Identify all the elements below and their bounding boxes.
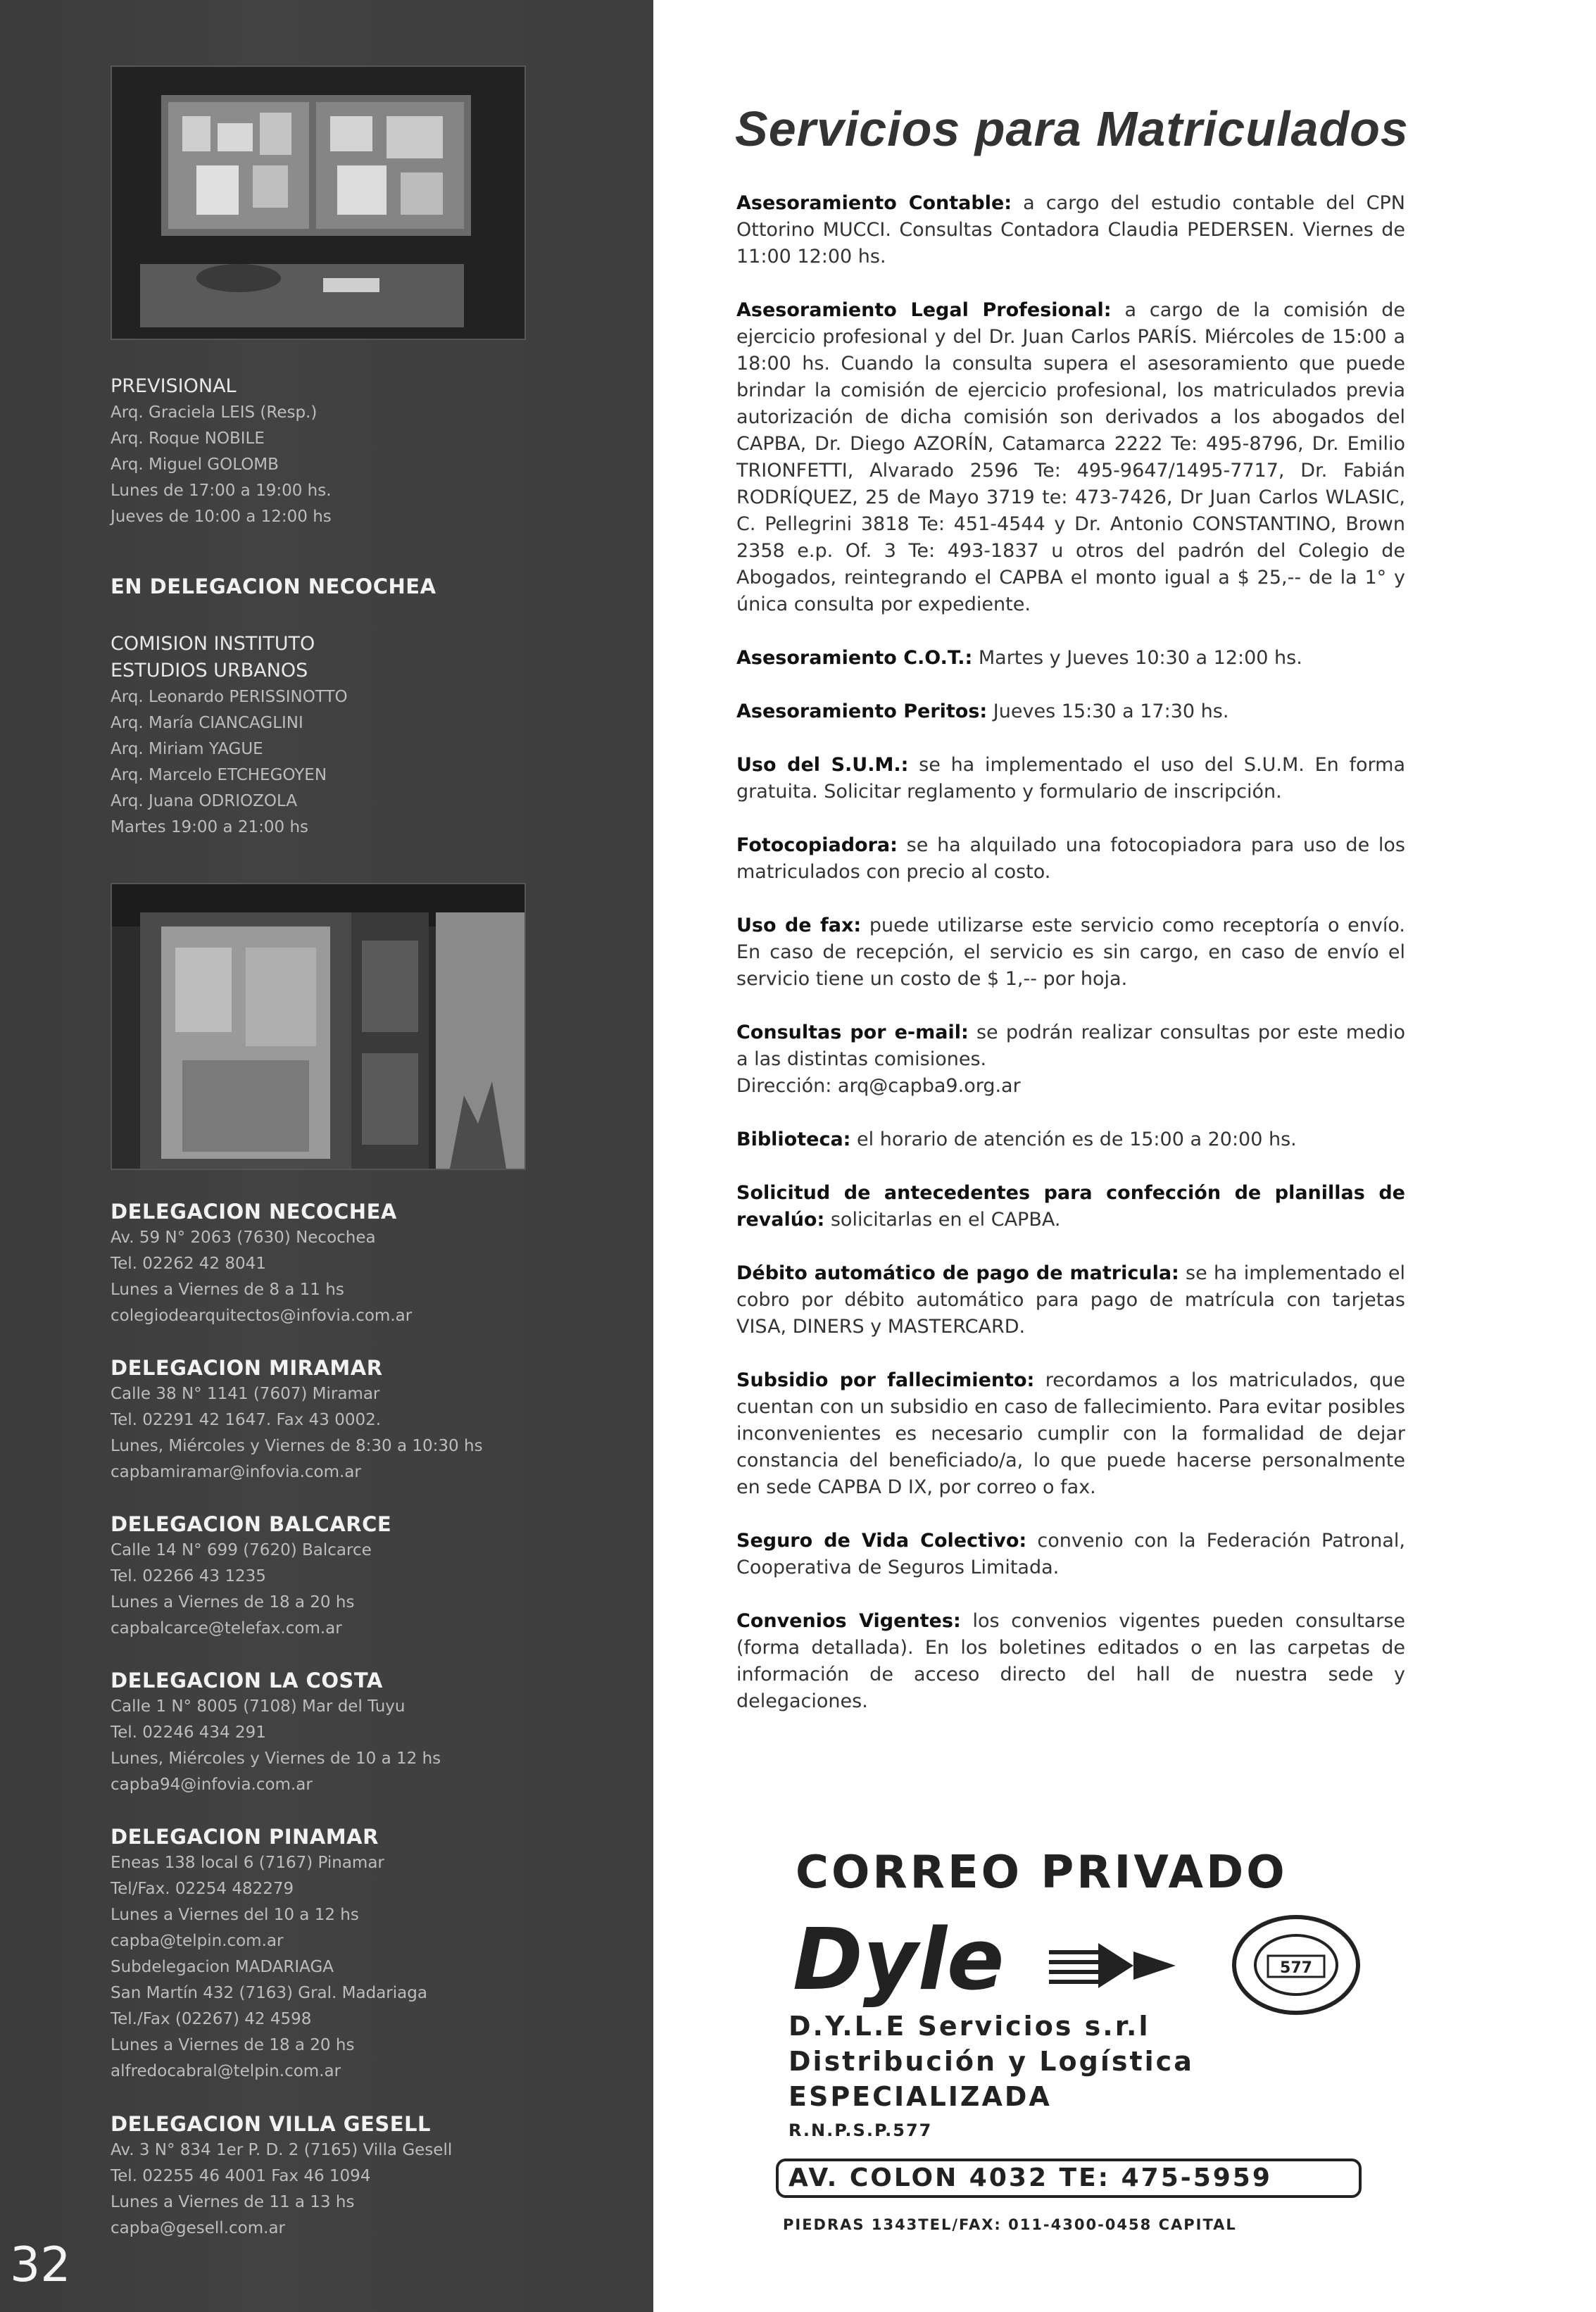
bulletin-board-photo [111,65,526,340]
delegacion-email-link: capba94@infovia.com.ar [111,1776,313,1794]
left-sidebar-column [0,0,653,2312]
en-delegacion-heading: EN DELEGACION NECOCHEA [111,574,436,598]
service-title: Fotocopiadora: [736,834,898,856]
seal-number: 577 [1280,1959,1312,1977]
delegacion-line: Lunes, Miércoles y Viernes de 10 a 12 hs [111,1749,441,1768]
service-item [736,1126,1405,1153]
delegacion-heading: DELEGACION NECOCHEA [111,1200,397,1224]
comision-line: Arq. Juana ODRIOZOLA [111,792,298,810]
service-item [736,1367,1405,1501]
service-title: Débito automático de pago de matricula: [736,1262,1179,1284]
ad-distribution-line: Distribución y Logística [788,2046,1194,2077]
comision-section [111,631,632,841]
delegacion-line: Av. 59 N° 2063 (7630) Necochea [111,1229,376,1247]
delegacion-line: Tel/Fax. 02254 482279 [111,1880,294,1898]
service-title: Uso del S.U.M.: [736,754,909,776]
ad-registration-line: R.N.P.S.P.577 [788,2121,933,2140]
delegacion-line: Tel. 02291 42 1647. Fax 43 0002. [111,1411,382,1429]
delegacion-line: Tel. 02255 46 4001 Fax 46 1094 [111,2167,371,2185]
delegacion-email-link: capba@gesell.com.ar [111,2219,285,2237]
speed-arrow-icon [1042,1929,1183,1999]
correo-privado-ad [767,1845,1401,2239]
service-text: a cargo de la comisión de ejercicio profesional y del Dr. Juan Carlos PARÍS. Miércoles de 15:00 a 18:00 hs. Cuando la consulta supera el asesoramiento que puede brindar la comisión de ejercicio profesional, los matriculados previa autorización de dicha comisión son derivados a los abogados del CAPBA, Dr. Diego AZORÍN, Catamarca 2222 Te: 495-8796, Dr. Emilio TRIONFETTI, Alvarado 2596 Te: 495-9647/1495-7717, Dr. Fabián RODRÍQUEZ, 25 de Mayo 3719 te: 473-7426, Dr Juan Carlos WLASIC, C. Pellegrini 3818 Te: 451-4544 y Dr. Antonio CONSTANTINO, Brown 2358 e.p. Of. 3 Te: 493-1837 u otros del padrón del Colegio de Abogados, reintegrando el CAPBA el monto igual a $ 25,-- de la 1° y única consulta por expediente. [736,299,1405,615]
previsional-line: Arq. Miguel GOLOMB [111,456,279,474]
service-text: solicitarlas en el CAPBA. [824,1209,1061,1231]
service-title: Convenios Vigentes: [736,1610,961,1632]
service-item [736,832,1405,886]
email-address-link: Dirección: arq@capba9.org.ar [736,1075,1021,1097]
service-title: Asesoramiento Contable: [736,192,1012,214]
office-interior-photo [111,883,526,1170]
service-item [736,1608,1405,1715]
service-text: se ha implementado el cobro por débito automático para pago de matrícula con tarjetas VISA, DINERS y MASTERCARD. [736,1262,1405,1338]
delegacion-line: Av. 3 N° 834 1er P. D. 2 (7165) Villa Gesell [111,2141,453,2159]
service-item [736,1528,1405,1581]
ad-address-box: AV. COLON 4032 TE: 475-5959 [776,2159,1362,2198]
comision-line: Martes 19:00 a 21:00 hs [111,818,309,836]
service-title: Subsidio por fallecimiento: [736,1369,1035,1391]
previsional-line: Lunes de 17:00 a 19:00 hs. [111,482,332,500]
delegacion-block [111,1355,632,1485]
service-title: Consultas por e-mail: [736,1022,969,1043]
delegacion-email-link: capbamiramar@infovia.com.ar [111,1463,361,1481]
service-item [736,1180,1405,1233]
service-title: Solicitud de antecedentes para confección de planillas de revalúo: [736,1182,1405,1231]
previsional-line: Jueves de 10:00 a 12:00 hs [111,508,332,526]
delegacion-line: Lunes, Miércoles y Viernes de 8:30 a 10:30 hs [111,1437,483,1455]
previsional-line: Arq. Roque NOBILE [111,429,265,448]
office-interior-illustration [112,884,524,1169]
delegacion-line: Calle 14 N° 699 (7620) Balcarce [111,1541,372,1559]
delegacion-line: San Martín 432 (7163) Gral. Madariaga [111,1984,427,2002]
delegacion-block [111,2111,632,2242]
service-title: Asesoramiento Legal Profesional: [736,299,1112,321]
rnpsp-seal-icon [1229,1912,1363,2018]
delegacion-line: Lunes a Viernes de 8 a 11 hs [111,1281,344,1299]
delegacion-line: Tel./Fax (02267) 42 4598 [111,2010,312,2028]
service-item [736,912,1405,993]
ad-heading: CORREO PRIVADO [796,1847,1288,1899]
service-text: convenio con la Federación Patronal, Cooperativa de Seguros Limitada. [736,1530,1405,1578]
ad-footer-line: PIEDRAS 1343TEL/FAX: 011-4300-0458 CAPITAL [783,2216,1237,2233]
delegacion-line: Tel. 02262 42 8041 [111,1255,266,1273]
delegacion-email-link: capba@telpin.com.ar [111,1932,284,1950]
delegacion-block [111,1667,632,1798]
service-item [736,297,1405,618]
delegacion-line: Lunes a Viernes de 18 a 20 hs [111,2036,355,2054]
bulletin-board-illustration [112,67,524,339]
service-text: se ha alquilado una fotocopiadora para uso de los matriculados con precio al costo. [736,834,1405,883]
page-number: 32 [10,2237,71,2293]
delegacion-heading: DELEGACION BALCARCE [111,1512,392,1536]
dyle-logo: Dyle [793,1911,1005,2009]
delegacion-block [111,1511,632,1642]
delegacion-line: Tel. 02266 43 1235 [111,1567,266,1585]
service-text: puede utilizarse este servicio como receptoría o envío. En caso de recepción, el servicio es sin cargo, en caso de envío el servicio tiene un costo de $ 1,-- por hoja. [736,915,1405,990]
delegacion-email-link: colegiodearquitectos@infovia.com.ar [111,1307,413,1325]
service-title: Uso de fax: [736,915,862,936]
service-item [736,698,1405,725]
delegacion-email-link: alfredocabral@telpin.com.ar [111,2062,341,2080]
ad-specialized-line: ESPECIALIZADA [788,2081,1052,2112]
service-title: Asesoramiento Peritos: [736,700,988,722]
delegacion-line: Tel. 02246 434 291 [111,1723,266,1742]
service-item [736,752,1405,805]
service-item [736,190,1405,270]
delegacion-heading: DELEGACION LA COSTA [111,1669,383,1692]
comision-line: Arq. Miriam YAGUE [111,740,263,758]
services-list [736,190,1405,1742]
delegacion-line: Lunes a Viernes de 18 a 20 hs [111,1593,355,1612]
delegacion-line: Calle 38 N° 1141 (7607) Miramar [111,1385,380,1403]
delegacion-heading: DELEGACION VILLA GESELL [111,2112,432,2136]
delegacion-block [111,1823,632,2085]
service-text: Martes y Jueves 10:30 a 12:00 hs. [972,647,1302,669]
service-text: se podrán realizar consultas por este medio a las distintas comisiones. [736,1022,1405,1070]
service-item [736,645,1405,672]
subdelegacion-line: Subdelegacion MADARIAGA [111,1958,334,1976]
previsional-line: Arq. Graciela LEIS (Resp.) [111,403,318,422]
delegacion-block [111,1198,632,1329]
service-item [736,1260,1405,1340]
service-text: a cargo del estudio contable del CPN Ottorino MUCCI. Consultas Contadora Claudia PEDERSEN. Viernes de 11:00 12:00 hs. [736,192,1405,268]
comision-heading-2: ESTUDIOS URBANOS [111,660,308,681]
delegacion-line: Eneas 138 local 6 (7167) Pinamar [111,1854,384,1872]
service-text: recordamos a los matriculados, que cuentan con un subsidio en caso de fallecimiento. Para evitar posibles inconvenientes es necesario cumplir con la formalidad de dejar constancia del beneficiado/a, lo que puede hacerse personalmente en sede CAPBA D IX, por correo o fax. [736,1369,1406,1498]
page-title: Servicios para Matriculados [735,101,1409,156]
service-text: se ha implementado el uso del S.U.M. En forma gratuita. Solicitar reglamento y formulario de inscripción. [736,754,1406,803]
service-text: Jueves 15:30 a 17:30 hs. [987,700,1229,722]
comision-heading-1: COMISION INSTITUTO [111,633,315,655]
service-title: Biblioteca: [736,1129,851,1150]
delegacion-heading: DELEGACION MIRAMAR [111,1356,383,1380]
comision-line: Arq. Leonardo PERISSINOTTO [111,688,348,706]
delegacion-line: Lunes a Viernes de 11 a 13 hs [111,2193,355,2211]
service-title: Seguro de Vida Colectivo: [736,1530,1027,1552]
service-text: los convenios vigentes pueden consultarse (forma detallada). En los boletines editados o en las carpetas de información de acceso directo del hall de nuestra sede y delegaciones. [736,1610,1406,1712]
necochea-delegation-heading-section [111,573,632,600]
delegacion-line: Calle 1 N° 8005 (7108) Mar del Tuyu [111,1697,406,1716]
delegacion-email-link: capbalcarce@telefax.com.ar [111,1619,342,1638]
delegacion-line: Lunes a Viernes del 10 a 12 hs [111,1906,359,1924]
previsional-heading: PREVISIONAL [111,375,237,397]
delegacion-heading: DELEGACION PINAMAR [111,1825,379,1849]
previsional-section [111,373,632,530]
service-title: Asesoramiento C.O.T.: [736,647,973,669]
ad-company-name: D.Y.L.E Servicios s.r.l [788,2011,1150,2042]
comision-line: Arq. Marcelo ETCHEGOYEN [111,766,327,784]
comision-line: Arq. María CIANCAGLINI [111,714,303,732]
service-item [736,1019,1405,1100]
service-text: el horario de atención es de 15:00 a 20:00 hs. [850,1129,1297,1150]
